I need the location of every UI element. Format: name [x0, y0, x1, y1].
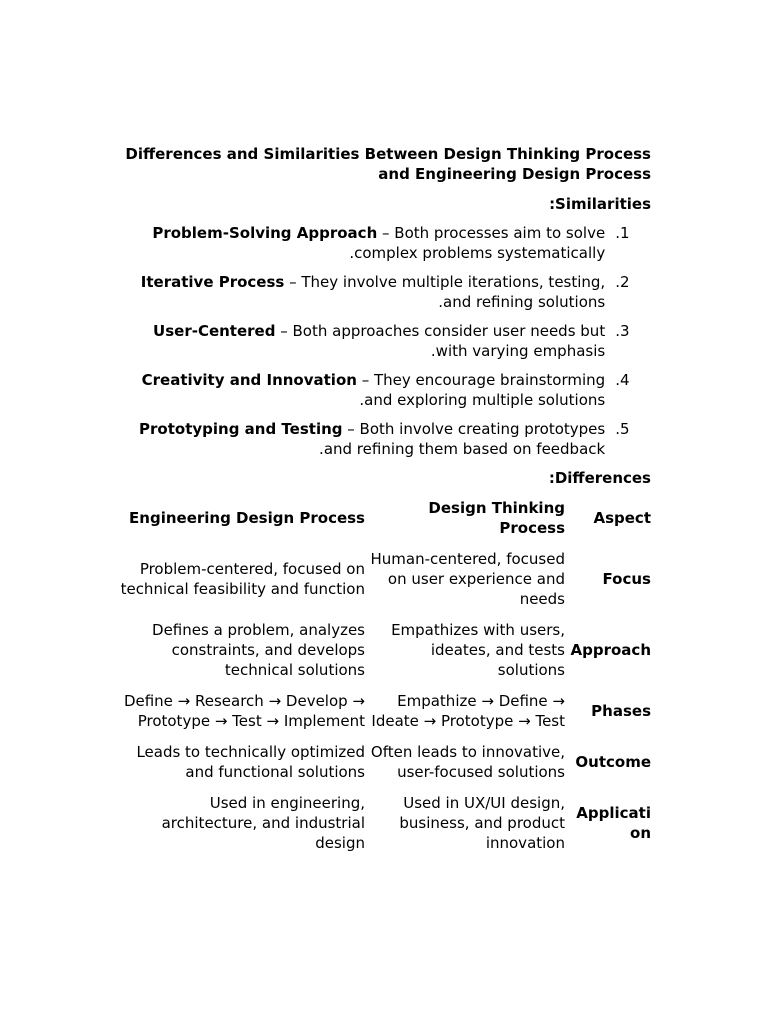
table-row — [118, 793, 651, 864]
table-row — [118, 742, 651, 793]
cell-engineering: Used in engineering, architecture, and industrial design — [161, 794, 365, 852]
cell-aspect: Outcome — [575, 753, 651, 771]
list-item-description: – They encourage brainstorming .and exploring multiple solutions — [356, 371, 606, 409]
list-item-number: .2 — [615, 273, 630, 291]
list-item — [118, 370, 651, 410]
list-item-number: .1 — [615, 224, 630, 242]
list-item-term: Iterative Process — [140, 273, 285, 291]
cell-design-thinking: Often leads to innovative, user-focused solutions — [370, 743, 565, 781]
list-item-text — [118, 223, 605, 263]
similarities-heading: :Similarities — [549, 195, 651, 213]
list-item — [118, 321, 651, 361]
list-item — [118, 223, 651, 263]
list-item-description: – Both processes aim to solve .complex problems systematically — [349, 224, 606, 262]
list-item-description: – They involve multiple iterations, testing, .and refining solutions — [284, 273, 606, 311]
cell-engineering: Leads to technically optimized and functional solutions — [136, 743, 365, 781]
list-item-text — [118, 370, 605, 410]
cell-aspect: Applicati on — [576, 804, 651, 842]
list-item-term: Prototyping and Testing — [139, 420, 343, 438]
cell-aspect: Approach — [570, 641, 651, 659]
cell-engineering: Defines a problem, analyzes constraints, and develops technical solutions — [152, 621, 365, 679]
cell-design-thinking: Used in UX/UI design, business, and product innovation — [399, 794, 565, 852]
cell-design-thinking: Empathize → Define → Ideate → Prototype → Test — [371, 692, 565, 730]
cell-design-thinking: Human-centered, focused on user experience and needs — [370, 550, 565, 608]
list-item-text — [118, 272, 605, 312]
document-page — [118, 144, 651, 864]
cell-aspect: Focus — [602, 570, 651, 588]
list-item-number: .4 — [615, 371, 630, 389]
differences-heading: :Differences — [548, 469, 651, 487]
list-item-term: Problem-Solving Approach — [152, 224, 378, 242]
differences-table — [118, 498, 651, 864]
table-row — [118, 549, 651, 620]
table-row — [118, 620, 651, 691]
list-item — [118, 419, 651, 459]
list-item-number: .5 — [615, 420, 630, 438]
cell-design-thinking: Empathizes with users, ideates, and tests solutions — [391, 621, 565, 679]
list-item-number: .3 — [615, 322, 630, 340]
cell-aspect: Phases — [591, 702, 651, 720]
similarities-list — [118, 223, 651, 459]
list-item-term: Creativity and Innovation — [141, 371, 357, 389]
header-aspect: Aspect — [593, 509, 651, 527]
table-row — [118, 691, 651, 742]
list-item-description: – Both involve creating prototypes .and refining them based on feedback — [319, 420, 606, 458]
table-header-row — [118, 498, 651, 549]
header-design-thinking: Design Thinking Process — [428, 499, 565, 537]
list-item — [118, 272, 651, 312]
cell-engineering: Define → Research → Develop → Prototype → Test → Implement — [123, 692, 365, 730]
document-title: Differences and Similarities Between Design Thinking Process and Engineering Design Process — [125, 145, 651, 183]
list-item-term: User-Centered — [153, 322, 276, 340]
cell-engineering: Problem-centered, focused on technical feasibility and function — [120, 560, 365, 598]
list-item-description: – Both approaches consider user needs but .with varying emphasis — [275, 322, 606, 360]
list-item-text — [118, 321, 605, 361]
list-item-text — [118, 419, 605, 459]
header-engineering: Engineering Design Process — [129, 509, 365, 527]
